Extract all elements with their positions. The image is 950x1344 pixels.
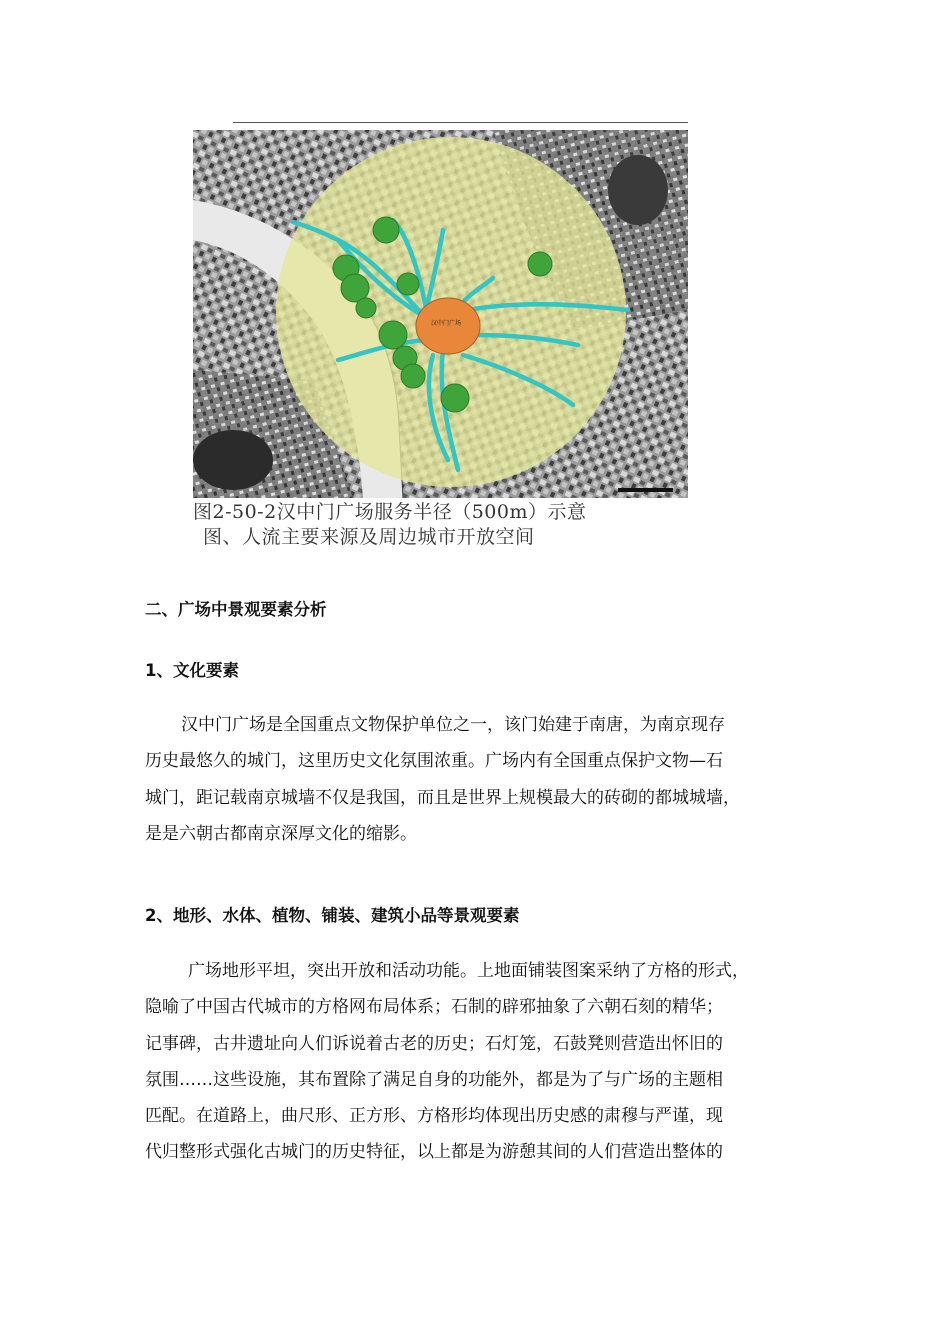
aerial-park	[193, 430, 273, 490]
paragraph-line: 氛围……这些设施，其布置除了满足自身的功能外，都是为了与广场的主题相	[145, 1069, 723, 1090]
paragraph-landscape	[145, 953, 825, 1171]
green-space	[356, 298, 376, 318]
green-space	[379, 321, 407, 349]
scale-bar	[618, 488, 673, 492]
paragraph-line: 匹配。在道路上，曲尺形、正方形、方格形均体现出历史感的肃穆与严谨，现	[145, 1106, 723, 1127]
green-space	[373, 217, 399, 243]
plaza-label: 汉中门广场	[431, 320, 462, 327]
subsection-heading-landscape: 2、地形、水体、植物、铺装、建筑小品等景观要素	[145, 906, 520, 925]
green-space	[441, 384, 469, 412]
caption-line: 图2-50-2汉中门广场服务半径（500m）示意	[193, 501, 587, 523]
green-space	[397, 273, 419, 295]
green-space	[401, 364, 425, 388]
paragraph-line: 广场地形平坦，突出开放和活动功能。上地面铺装图案采纳了方格的形式，	[188, 961, 749, 981]
aerial-park	[608, 155, 668, 225]
green-space	[528, 252, 552, 276]
paragraph-line: 是是六朝古都南京深厚文化的缩影。	[145, 823, 417, 844]
paragraph-line: 汉中门广场是全国重点文物保护单位之一，该门始建于南唐，为南京现存	[181, 715, 725, 735]
paragraph-line: 代归整形式强化古城门的历史特征，以上都是为游憩其间的人们营造出整体的	[145, 1142, 723, 1163]
paragraph-line: 城门，距记载南京城墙不仅是我国，而且是世界上规模最大的砖砌的都城城墙，	[145, 787, 740, 808]
figure-caption	[193, 500, 688, 550]
caption-line: 图、人流主要来源及周边城市开放空间	[203, 526, 535, 548]
figure-top-rule	[233, 122, 688, 123]
section-heading: 二、广场中景观要素分析	[145, 600, 327, 619]
paragraph-line: 记事碑，古井遗址向人们诉说着古老的历史；石灯笼，石鼓凳则营造出怀旧的	[145, 1033, 723, 1054]
paragraph-culture	[145, 707, 825, 852]
service-radius-map	[193, 130, 688, 498]
figure	[193, 122, 688, 554]
paragraph-line: 历史最悠久的城门，这里历史文化氛围浓重。广场内有全国重点保护文物—石	[145, 751, 723, 772]
subsection-heading-culture: 1、文化要素	[145, 661, 239, 680]
paragraph-line: 隐喻了中国古代城市的方格网布局体系；石制的辟邪抽象了六朝石刻的精华；	[145, 997, 723, 1018]
